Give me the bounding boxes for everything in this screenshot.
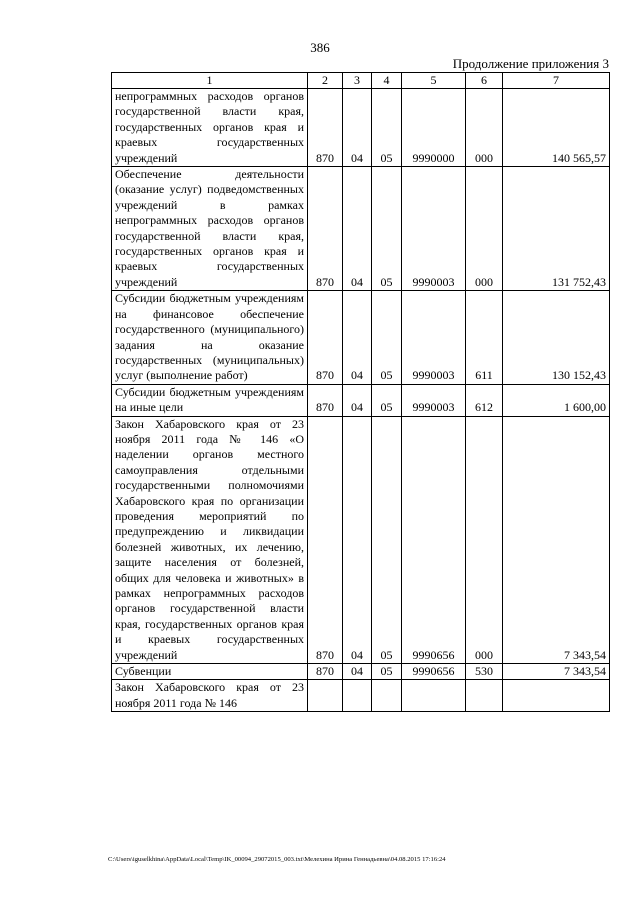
row-description: Обеспечение деятельности (оказание услуг) подведомственных учреждений в рамках непрограммных расходов органов государственной власти края, государственных органов края и краевых государственных учреждений [112, 167, 308, 291]
cell-section: 04 [343, 416, 372, 664]
cell-expense-type: 612 [466, 384, 503, 416]
cell-subsection [372, 680, 402, 712]
row-description: Закон Хабаровского края от 23 ноября 2011 года № 146 [112, 680, 308, 712]
cell-section: 04 [343, 167, 372, 291]
cell-section: 04 [343, 291, 372, 384]
cell-target-article: 9990003 [402, 291, 466, 384]
cell-target-article: 9990003 [402, 167, 466, 291]
row-description: Закон Хабаровского края от 23 ноября 2011 года № 146 «О наделении органов местного самоуправления отдельными государственными полномочиями Хабаровского края по организации проведения мероприятий по предупреждению и ликвидации болезней животных, их лечению, защите населения от болезней, общих для человека и животных» в рамках непрограммных расходов органов государственной власти края, государственных органов края и краевых государственных учреждений [112, 416, 308, 664]
column-header: 2 [308, 73, 343, 89]
cell-subsection: 05 [372, 416, 402, 664]
cell-expense-type: 000 [466, 167, 503, 291]
footer-file-path: C:\Users\iguselkhina\AppData\Local\Temp\IK_00094_29072015_003.txt\Мелехина Ирина Геннадьевна\04.08.2015 17:16:24 [108, 856, 446, 863]
cell-ministry-code: 870 [308, 384, 343, 416]
continuation-heading: Продолжение приложения 3 [452, 56, 609, 71]
cell-section: 04 [343, 664, 372, 680]
table-row [112, 167, 610, 291]
cell-section [343, 680, 372, 712]
column-header: 7 [503, 73, 610, 89]
cell-amount: 131 752,43 [503, 167, 610, 291]
cell-subsection: 05 [372, 291, 402, 384]
cell-expense-type: 611 [466, 291, 503, 384]
cell-section: 04 [343, 384, 372, 416]
cell-ministry-code: 870 [308, 167, 343, 291]
table-row [112, 291, 610, 384]
table-row [112, 664, 610, 680]
cell-ministry-code: 870 [308, 291, 343, 384]
column-header: 4 [372, 73, 402, 89]
column-header: 6 [466, 73, 503, 89]
cell-ministry-code: 870 [308, 416, 343, 664]
cell-subsection: 05 [372, 89, 402, 167]
cell-ministry-code: 870 [308, 664, 343, 680]
column-header: 5 [402, 73, 466, 89]
cell-target-article: 9990656 [402, 664, 466, 680]
budget-table [111, 72, 610, 712]
table-row [112, 416, 610, 664]
cell-target-article: 9990003 [402, 384, 466, 416]
cell-target-article [402, 680, 466, 712]
table-row [112, 680, 610, 712]
row-description: непрограммных расходов органов государственной власти края, государственных органов края и краевых государственных учреждений [112, 89, 308, 167]
cell-ministry-code: 870 [308, 89, 343, 167]
cell-amount: 130 152,43 [503, 291, 610, 384]
table-header-row [112, 73, 610, 89]
column-header: 3 [343, 73, 372, 89]
cell-expense-type: 000 [466, 89, 503, 167]
table-row [112, 384, 610, 416]
column-header: 1 [112, 73, 308, 89]
row-description: Субсидии бюджетным учреждениям на иные цели [112, 384, 308, 416]
cell-subsection: 05 [372, 664, 402, 680]
page-number: 386 [310, 40, 330, 55]
cell-amount: 7 343,54 [503, 664, 610, 680]
cell-amount [503, 680, 610, 712]
table-row [112, 89, 610, 167]
cell-expense-type: 000 [466, 416, 503, 664]
row-description: Субсидии бюджетным учреждениям на финансовое обеспечение государственного (муниципального) задания на оказание государственных (муниципальных) услуг (выполнение работ) [112, 291, 308, 384]
cell-target-article: 9990000 [402, 89, 466, 167]
cell-expense-type: 530 [466, 664, 503, 680]
cell-subsection: 05 [372, 167, 402, 291]
cell-section: 04 [343, 89, 372, 167]
cell-amount: 7 343,54 [503, 416, 610, 664]
row-description: Субвенции [112, 664, 308, 680]
cell-amount: 140 565,57 [503, 89, 610, 167]
cell-amount: 1 600,00 [503, 384, 610, 416]
cell-ministry-code [308, 680, 343, 712]
cell-expense-type [466, 680, 503, 712]
cell-subsection: 05 [372, 384, 402, 416]
cell-target-article: 9990656 [402, 416, 466, 664]
